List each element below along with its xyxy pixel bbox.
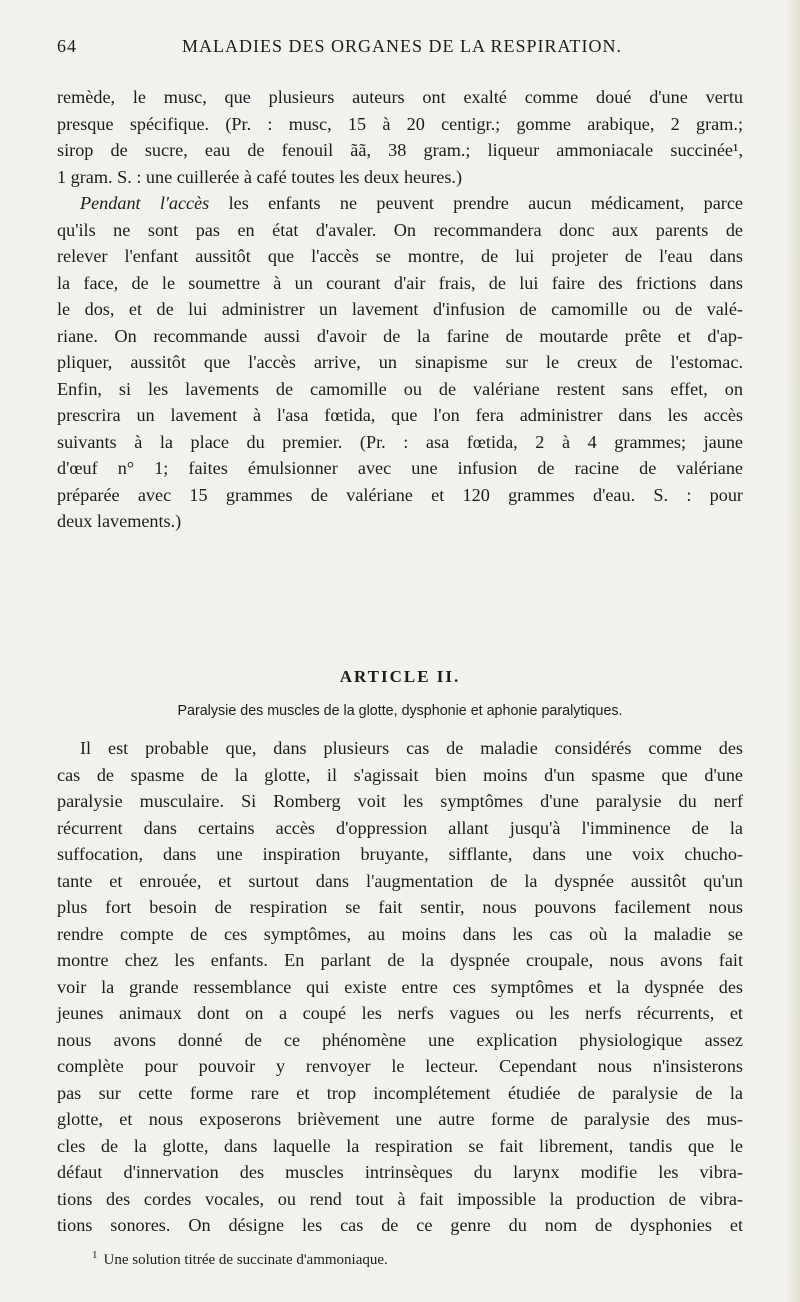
text-line: complète pour pouvoir y renvoyer le lecteur. Cependant nous n'insisterons — [57, 1056, 743, 1076]
text-line: le dos, et de lui administrer un lavement d'infusion de camomille ou de valé- — [57, 299, 743, 319]
text-line: cles de la glotte, dans laquelle la respiration se fait librement, tandis que le — [57, 1135, 743, 1156]
text-line: défaut d'innervation des muscles intrinsèques du larynx modifie les vibra- — [57, 1162, 743, 1182]
article-heading: ARTICLE II. — [339, 667, 461, 686]
text-line: la face, de le soumettre à un courant d'air frais, de lui faire des frictions dans — [57, 272, 743, 293]
text-line: 1 gram. S. : une cuillerée à café toutes les deux heures.) — [57, 166, 463, 187]
text-line: pas sur cette forme rare et trop incomplétement étudiée de paralysie de la — [57, 1082, 743, 1103]
text-line: Il est probable que, dans plusieurs cas de maladie considérés comme des — [80, 738, 743, 758]
text-line: qu'ils ne sont pas en état d'avaler. On recommandera donc aux parents de — [57, 219, 743, 240]
footnote-mark: 1 — [92, 1249, 98, 1261]
emphasis-text: Pendant l'accès — [80, 193, 210, 213]
page-edge-shadow — [786, 0, 800, 1302]
footnote — [92, 1245, 388, 1270]
text-line: presque spécifique. (Pr. : musc, 15 à 20 centigr.; gomme arabique, 2 gram.; — [57, 113, 743, 134]
text-line: tions sonores. On désigne les cas de ce genre du nom de dysphonies et — [57, 1215, 743, 1235]
text-line: suffocation, dans une inspiration bruyante, sifflante, dans une voix chucho- — [57, 844, 743, 864]
text-line: récurrent dans certains accès d'oppression allant jusqu'à l'imminence de la — [57, 817, 743, 838]
text-line: prescrira un lavement à l'asa fœtida, que l'on fera administrer dans les accès — [57, 405, 743, 425]
running-title: MALADIES DES ORGANES DE LA RESPIRATION. — [181, 36, 623, 56]
article-subtitle: Paralysie des muscles de la glotte, dysphonie et aphonie paralytiques. — [177, 703, 623, 719]
text-line: préparée avec 15 grammes de valériane et 120 grammes d'eau. S. : pour — [57, 484, 743, 505]
text-line: jeunes animaux dont on a coupé les nerfs vagues ou les nerfs récurrents, et — [57, 1003, 743, 1023]
text-line: voir la grande ressemblance qui existe entre ces symptômes et la dyspnée des — [57, 976, 743, 997]
text-line: suivants à la place du premier. (Pr. : asa fœtida, 2 à 4 grammes; jaune — [57, 431, 743, 452]
paragraph-start — [57, 190, 743, 217]
text-line: rendre compte de ces symptômes, au moins dans les cas où la maladie se — [57, 923, 743, 944]
text-line: paralysie musculaire. Si Romberg voit les symptômes d'une paralysie du nerf — [57, 791, 743, 811]
text-line: pliquer, aussitôt que l'accès arrive, un sinapisme sur le creux de l'estomac. — [57, 352, 743, 372]
section-paralysis — [57, 735, 743, 1239]
text-line: deux lavements.) — [57, 511, 182, 531]
text-line: remède, le musc, que plusieurs auteurs ont exalté comme doué d'une vertu — [57, 87, 743, 107]
text-line: sirop de sucre, eau de fenouil ãã, 38 gram.; liqueur ammoniacale succinée¹, — [57, 140, 743, 160]
text-run: les enfants ne peuvent prendre aucun médicament, parce — [209, 193, 743, 213]
text-line: plus fort besoin de respiration se fait sentir, nous pouvons facilement nous — [57, 897, 743, 917]
text-line: d'œuf n° 1; faites émulsionner avec une infusion de racine de valériane — [57, 458, 743, 478]
text-line: glotte, et nous exposerons brièvement une autre forme de paralysie des mus- — [57, 1109, 743, 1129]
text-line: nous avons donné de ce phénomène une explication physiologique assez — [57, 1029, 743, 1050]
section-treatment — [57, 84, 743, 535]
text-line: Enfin, si les lavements de camomille ou de valériane restent sans effet, on — [57, 378, 743, 399]
text-line: cas de spasme de la glotte, il s'agissait bien moins d'un spasme que d'une — [57, 764, 743, 785]
page-number: 64 — [57, 36, 77, 56]
text-line: relever l'enfant aussitôt que l'accès se montre, de lui projeter de l'eau dans — [57, 246, 743, 266]
text-line: tante et enrouée, et surtout dans l'augmentation de la dyspnée aussitôt qu'un — [57, 870, 743, 891]
text-line: tions des cordes vocales, ou rend tout à fait impossible la production de vibra- — [57, 1188, 743, 1209]
text-line: riane. On recommande aussi d'avoir de la farine de moutarde prête et d'ap- — [57, 325, 743, 346]
footnote-text: Une solution titrée de succinate d'ammoniaque. — [103, 1252, 388, 1268]
text-line: montre chez les enfants. En parlant de la dyspnée croupale, nous avons fait — [57, 950, 743, 970]
